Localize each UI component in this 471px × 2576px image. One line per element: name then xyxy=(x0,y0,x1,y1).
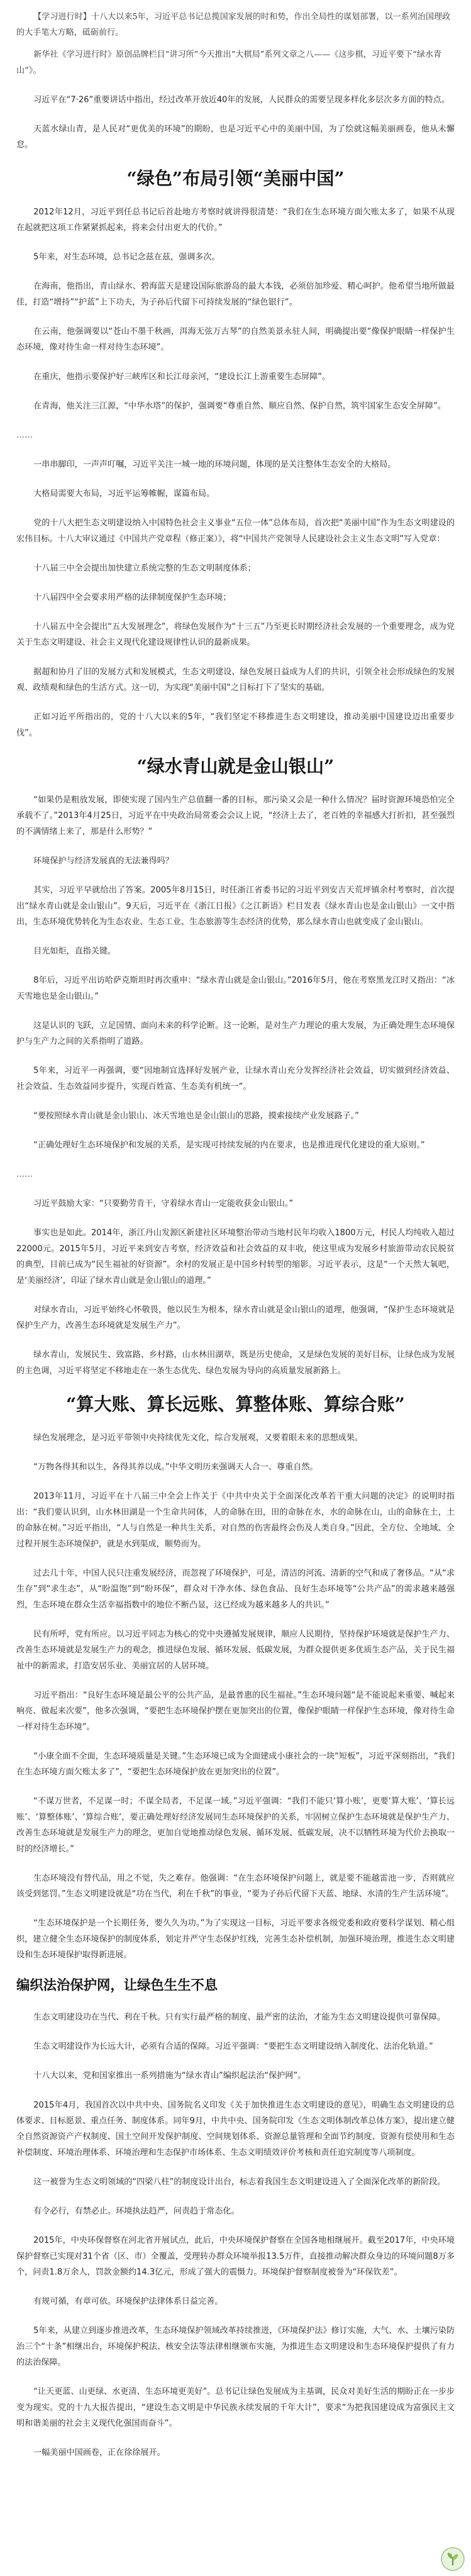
body-paragraph: “生态环境保护是一个长期任务，要久久为功。”为了实现这一目标，习近平要求各级党委和政府要科学谋划、精心组织，建立健全生态环境保护的制度体系，划定并严守生态保护红线，完善生态补偿机制，加强环境治理，推进生态文明建设和生态环境保护取得新进展。 xyxy=(16,1918,455,1960)
body-paragraph: 目光如炬，直指关键。 xyxy=(33,946,116,956)
section-heading: “绿色”布局引领“美丽中国” xyxy=(126,168,345,189)
body-paragraph: “正确处理好生态环境保护和发展的关系，是实现可持续发展的内在要求，也是推进现代化建设的重大原则。” xyxy=(33,1140,425,1150)
plant-logo-icon xyxy=(440,2546,465,2572)
body-paragraph: 在青海，他关注三江源，“中华水塔”的保护，强调要“尊重自然、顺应自然、保护自然，筑牢国家生态安全屏障”。 xyxy=(33,401,446,411)
body-paragraph: 一幅美丽中国画卷，正在徐徐展开。 xyxy=(33,2448,165,2458)
body-paragraph: 这一被誉为生态文明领域的“四梁八柱”的制度设计出台，标志着我国生态文明建设进入了全面深化改革的新阶段。 xyxy=(33,2177,446,2187)
body-paragraph: 十八届四中全会要求用严格的法律制度保护生态环境； xyxy=(33,592,231,602)
body-paragraph: 习近平在“7·26”重要讲话中指出，经过改革开放近40年的发展，人民群众的需要呈现多样化多层次多方面的特点。 xyxy=(33,94,450,105)
body-paragraph: 5年来，对生态环境，总书记念兹在兹，强调多次。 xyxy=(33,252,220,262)
body-paragraph: 十八届五中全会提出“五大发展理念”，将绿色发展作为“十三五”乃至更长时期经济社会发展的一个重要理念，成为党关于生态文明建设、社会主义现代化建设规律性认识的最新成果。 xyxy=(16,621,455,648)
body-paragraph: 2013年11月，习近平在十八届三中全会上作关于《中共中央关于全面深化改革若干重大问题的决定》的说明时指出：“我们要认识到，山水林田湖是一个生命共同体，人的命脉在田，田的命脉在水，水的命脉在山，山的命脉在土，土的命脉在树。”习近平指出，“人与自然是一种共生关系，对自然的伤害最终会伤及人类自身。”因此，全方位、全地域、全过程开展生态环境保护，就是水到渠成，顺势而为。 xyxy=(16,1491,455,1549)
intro-paragraph: 新华社《学习进行时》原创品牌栏目“讲习所”今天推出“大棋局”系列文章之八——《这步棋，习近平要下“绿水青山”》。 xyxy=(16,49,442,75)
body-paragraph: 这是认识的飞跃，立足国情、面向未来的科学论断。这一论断，是对生产力理论的重大发展，为正确处理生态环境保护与生产力之间的关系指明了道路。 xyxy=(16,1020,455,1046)
body-paragraph: 生态环境没有替代品，用之不觉，失之难存。他强调：“在生态环境保护问题上，就是要不能越雷池一步，否则就应该受到惩罚。”生态文明建设就是“功在当代，利在千秋”的事业，“要为子孙后代留下天蓝、地绿、水清的生产生活环境”。 xyxy=(16,1873,455,1899)
section-heading: “绿水青山就是金山银山” xyxy=(136,756,335,777)
intro-paragraph: 【学习进行时】十八大以来5年，习近平总书记总揽国家发展的时和势，作出全局性的谋划部署，以一系列治国理政的大手笔大方略，砥砺前行。 xyxy=(16,11,451,38)
body-paragraph: 一串串脚印，一声声叮嘱，习近平关注一城一地的环境问题，体现的是关注整体生态安全的大格局。 xyxy=(33,459,396,470)
body-paragraph: 有规可循，有章可依。环境保护法律体系日益完善。 xyxy=(33,2296,223,2306)
body-paragraph: 在重庆，他指示要保护好三峡库区和长江母亲河，“建设长江上游重要生态屏障”。 xyxy=(33,372,331,382)
body-paragraph: 5年来，习近平一再强调，要“因地制宜选择好发展产业，让绿水青山充分发挥经济社会效益，切实做到经济效益、社会效益、生态效益同步提升，实现百姓富、生态美有机统一”。 xyxy=(16,1066,455,1092)
body-paragraph: 习近平指出：“良好生态环境是最公平的公共产品，是最普惠的民生福祉。”生态环境问题“是不能说起来重要、喊起来响亮、做起来次要”，他多次强调，“要把生态环境保护摆在更加突出的位置，像保护眼睛一样保护生态环境，像对待生命一样对待生态环境”。 xyxy=(16,1690,455,1732)
body-paragraph: 生态文明建设功在当代、利在千秋。只有实行最严格的制度、最严密的法治，才能为生态文明建设提供可靠保障。 xyxy=(33,2012,445,2022)
body-paragraph: 习近平鼓励大家：“只要勤劳肯干，守着绿水青山一定能收获金山银山。” xyxy=(33,1198,294,1208)
body-paragraph: 生态文明建设作为长远大计，必须有合适的保障。习近平强调：“要把生态文明建设纳入制度化、法治化轨道。” xyxy=(33,2042,433,2052)
ellipsis-separator: …… xyxy=(16,1169,33,1180)
ellipsis-separator: …… xyxy=(16,430,33,440)
body-paragraph: 天蓝水绿山青，是人民对“更优美的环境”的期盼，也是习近平心中的美丽中国，为了绘就这幅美丽画卷，他从未懈怠。 xyxy=(16,124,455,150)
body-paragraph: 5年来，从建立到逐步推进改革，生态环境保护领域改革持续推进，《环境保护法》修订实施，大气、水、土壤污染防治三个“十条”相继出台，环境保护税法、核安全法等法律相继颁布实施，为推进生态文明建设和生态环境保护提供了有力的法治保障。 xyxy=(16,2326,455,2367)
body-paragraph: 事实也是如此。2014年，浙江丹山发源区新建社区环境整治带动当地村民年均收入1800万元，村民人均纯收入超过22000元。2015年5月，习近平来到安吉考察，经济效益和社会效益的双丰收，使这里成为发展乡村旅游带动农民脱贫的典型，目前已成为“民生福祉的好资源”。余村的发展正是中国乡村转型的缩影。习近平表示，这是“一个天然大氧吧，是‘美丽经济’，印证了绿水青山就是金山银山的道理。” xyxy=(16,1228,455,1286)
article-body xyxy=(16,92,455,2460)
body-paragraph: 绿水青山，发展民生、致富路、乡村路，山水林田湖草，既是历史使命，又是绿色发展的美好目标，让绿色成为发展的主色调，习近平将坚定不移地走在一条生态优先、绿色发展为导向的高质量发展新路上。 xyxy=(16,1350,455,1376)
body-paragraph: 2012年12月，习近平到任总书记后首赴地方考察时就讲得很清楚：“我们在生态环境方面欠账太多了，如果不从现在起就把这项工作紧紧抓起来，将来会付出更大的代价。” xyxy=(16,207,455,233)
body-paragraph: 对绿水青山，习近平始终心怀敬畏，他以民生为根本，绿水青山就是金山银山的道理，他强调，“保护生态环境就是保护生产力，改善生态环境就是发展生产力”。 xyxy=(16,1305,455,1330)
body-paragraph: 其实，习近平早就给出了答案。2005年8月15日，时任浙江省委书记的习近平到安吉天荒坪镇余村考察时，首次提出“绿水青山就是金山银山”。9天后，习近平在《浙江日报》《之江新语》栏目发表《绿水青山也是金山银山》一文中指出，生态环境优势转化为生态农业、生态工业、生态旅游等生态经济的优势，那么绿水青山也就变成了金山银山。 xyxy=(16,885,455,927)
body-paragraph: 绿色发展理念，是习近平带领中央持续优先文化，综合发展观，又要着眼未来的思想成果。 xyxy=(33,1432,363,1443)
body-paragraph: “万物各得其和以生，各得其养以成。”中华文明历来强调天人合一、尊重自然。 xyxy=(33,1462,318,1473)
body-paragraph: 民有所呼，党有所应。以习近平同志为核心的党中央遵循发展规律，顺应人民期待，坚持保护环境就是保护生产力、改善生态环境就是发展生产力的观念，推进绿色发展、循环发展、低碳发展，为群众提供更多优质生态产品，关于民生福祉中的新需求，打造安居乐业、美丽宜居的人居环境。 xyxy=(16,1629,455,1671)
body-paragraph: 2015年，中央环保督察在河北省开展试点，此后，中央环境保护督察在全国各地相继展开。截至2017年，中央环境保护督察已实现对31个省（区、市）全覆盖，受理转办群众环境举报13.5万件，直接推动解决群众身边的环境问题8万多个，问责1.8万余人，罚款金额约14.3亿元，形成了强大的震慑力。环境保护督察制度被誉为“环保钦差”。 xyxy=(16,2235,455,2277)
body-paragraph: 过去几十年，中国人民只注重发展经济，而忽视了环境保护，可是，清洁的河流、清新的空气和成了奢侈品。“从“求生存”到“求生态”，从“盼温饱”到“盼环保”，群众对干净水体、绿色食品、良好生态环境等“公共产品”的需求越来越强烈，生态环境在群众生活幸福指数中的地位不断凸显，这已经成为越来越多人的共识。” xyxy=(16,1568,455,1610)
body-paragraph: 据超和协月了旧的发展方式和发展模式，生态文明建设、绿色发展日益成为人们的共识，引领全社会形成绿色的发展观、政绩观和绿色的生活方式。这一切，为实现“美丽中国”之目标打下了坚实的基础。 xyxy=(16,666,455,693)
section-heading: “算大账、算长远账、算整体账、算综合账” xyxy=(66,1393,405,1415)
body-paragraph: 十八届三中全会提出加快建立系统完整的生态文明制度体系； xyxy=(33,563,256,573)
body-paragraph: 8年后，习近平出访哈萨克斯坦时再次重申：“绿水青山就是金山银山。”2016年5月，他在考察黑龙江时又指出：“冰天雪地也是金山银山。” xyxy=(16,975,455,1002)
body-paragraph: 大格局需要大布局，习近平运筹帷幄，谋篇布局。 xyxy=(33,489,215,499)
body-paragraph: “让天更蓝、山更绿、水更清、生态环境更美好”。总书记让绿色发展成为主基调，民众对美好生活的期盼正在一步步变为现实。党的十九大报告提出，“建设生态文明是中华民族永续发展的千年大计”，要求“为把我国建设成为富强民主文明和谐美丽的社会主义现代化强国而奋斗”。 xyxy=(16,2387,455,2428)
body-paragraph: 在海南，他指出，青山绿水、碧海蓝天是建设国际旅游岛的最大本钱，必须倍加珍爱、精心呵护。他希望当地所做最佳，打造“增持”“护蓝”上下功夫，为子孙后代留下可持续发展的“绿色银行”。 xyxy=(16,281,455,307)
body-paragraph: “小康全面不全面，生态环境质量是关键。”生态环境已成为全面建成小康社会的一块“短板”，习近平深刻指出，“我们在生态环境方面欠账太多了”，“要把生态环境保护放在更加突出的位置”。 xyxy=(16,1751,455,1777)
section-heading: 编织法治保护网，让绿色生生不息 xyxy=(16,1978,218,1994)
body-paragraph: “如果仍是粗放发展，即使实现了国内生产总值翻一番的目标，那污染又会是一种什么情况？届时资源环境恐怕完全承载不了。”2013年4月25日，习近平在中央政治局常委会会议上说，“经济上去了，老百姓的幸福感大打折扣，甚至强烈的不满情绪上来了，那是什么形势？” xyxy=(16,795,455,837)
body-paragraph: 十八大以来，党和国家推出一系列措施为“绿水青山”编织起法治“保护网”。 xyxy=(33,2070,306,2081)
body-paragraph: 正如习近平所指出的，党的十八大以来的5年，“我们坚定不移推进生态文明建设，推动美丽中国建设迈出重要步伐”。 xyxy=(16,712,455,738)
body-paragraph: 2015年4月，我国首次以中共中央、国务院名义印发《关于加快推进生态文明建设的意见》，明确生态文明建设的总体要求、目标愿景、重点任务、制度体系。同年9月，中共中央、国务院印发《生态文明体制改革总体方案》，提出建立健全自然资源资产产权制度、国土空间开发保护制度、空间规划体系、资源总量管理和全面节约制度、资源有偿使用和生态补偿制度、环境治理体系、环境治理和生态保护市场体系、生态文明绩效评价考核和责任追究制度等八项制度。 xyxy=(16,2100,455,2158)
article xyxy=(16,9,455,2474)
body-paragraph: “不谋万世者，不足谋一时；不谋全局者，不足谋一域。”习近平强调：“我们不能只‘算小账’，更要‘算大账’、‘算长远账’、‘算整体账’、‘算综合账’，要正确处理好经济发展同生态环境保护的关系，牢固树立保护生态环境就是保护生产力、改善生态环境就是发展生产力的理念，更加自觉地推动绿色发展、循环发展、低碳发展，决不以牺牲环境为代价去换取一时的经济增长。” xyxy=(16,1796,455,1854)
body-paragraph: 在云南，他强调要以“苍山不墨千秋画，洱海无弦万古琴”的自然美景永驻人间，明确提出要“像保护眼睛一样保护生态环境，像对待生命一样对待生态环境”。 xyxy=(16,326,455,353)
body-paragraph: 环境保护与经济发展真的无法兼得吗？ xyxy=(33,856,174,866)
body-paragraph: 有令必行，有禁必止。环境执法趋严，问责趋于常态化。 xyxy=(33,2206,240,2216)
body-paragraph: “要按照绿水青山就是金山银山、冰天雪地也是金山银山的思路，摸索接续产业发展路子。” xyxy=(33,1110,359,1121)
body-paragraph: 党的十八大把生态文明建设纳入中国特色社会主义事业“五位一体”总体布局，首次把“美丽中国”作为生态文明建设的宏伟目标。十八大审议通过《中国共产党章程（修正案）》，将“中国共产党领导人民建设社会主义生态文明”写入党章： xyxy=(16,517,455,544)
